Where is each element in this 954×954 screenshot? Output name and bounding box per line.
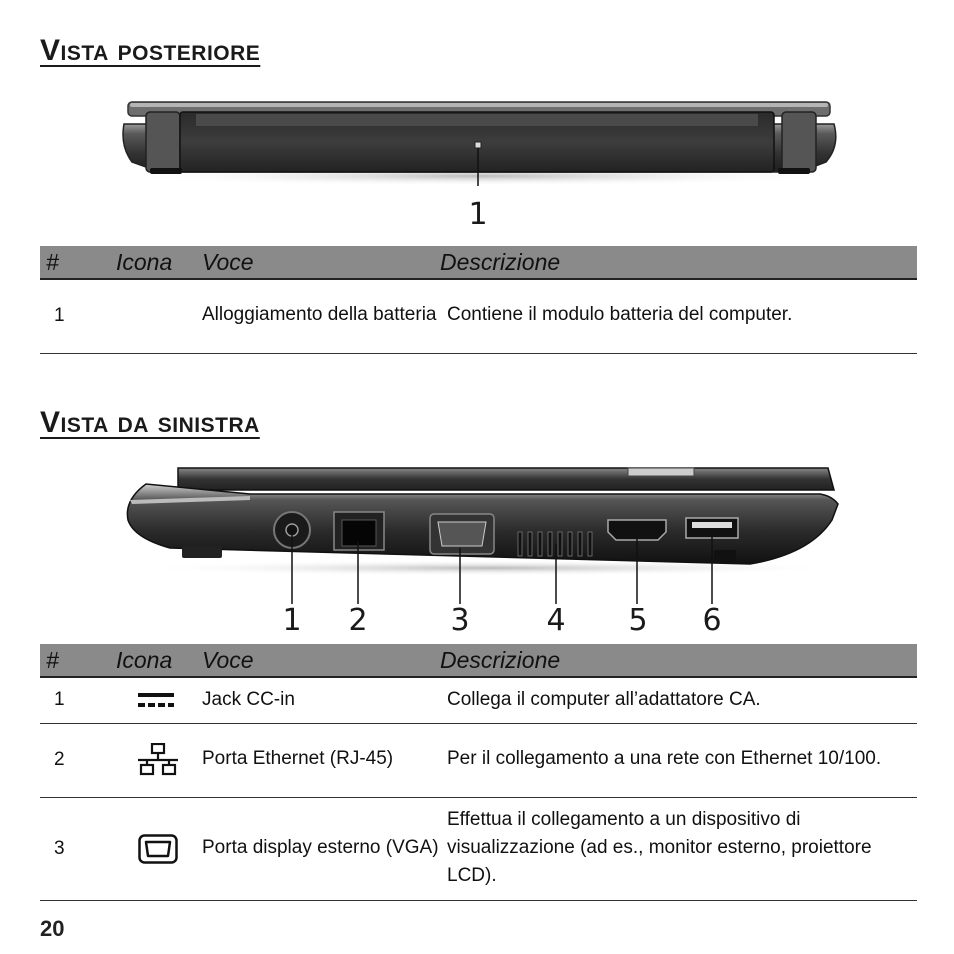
row-icon <box>116 677 202 723</box>
row-number: 1 <box>40 677 116 723</box>
row-description: Contiene il modulo batteria del computer. <box>440 279 917 353</box>
header-number: # <box>40 246 116 279</box>
callout-number: 1 <box>282 603 302 638</box>
rear-view-table <box>40 246 917 354</box>
header-item: Voce <box>202 644 440 677</box>
row-number: 1 <box>40 279 116 353</box>
header-icon: Icona <box>116 246 202 279</box>
vga-icon <box>138 834 178 864</box>
row-description: Collega il computer all’adattatore CA. <box>440 677 917 723</box>
row-item: Porta display esterno (VGA) <box>202 797 440 900</box>
table-row <box>40 677 917 723</box>
callout-number: 5 <box>628 603 648 638</box>
table-row <box>40 797 917 900</box>
callout-number: 3 <box>450 603 470 638</box>
header-description: Descrizione <box>440 644 917 677</box>
laptop-left-view-illustration <box>110 460 855 610</box>
row-number: 3 <box>40 797 116 900</box>
row-icon <box>116 797 202 900</box>
row-item: Jack CC-in <box>202 677 440 723</box>
header-icon: Icona <box>116 644 202 677</box>
ethernet-icon <box>138 743 178 777</box>
header-item: Voce <box>202 246 440 279</box>
row-description: Effettua il collegamento a un dispositivo di visualizzazione (ad es., monitor esterno, proiettore LCD). <box>440 797 917 900</box>
table-header-row <box>40 644 917 677</box>
section-title-left-view: Vista da sinistra <box>40 406 260 439</box>
row-icon <box>116 279 202 353</box>
header-number: # <box>40 644 116 677</box>
row-description: Per il collegamento a una rete con Ethernet 10/100. <box>440 723 917 797</box>
callout-number: 1 <box>468 197 488 232</box>
dc-in-icon <box>138 688 174 712</box>
table-header-row <box>40 246 917 279</box>
table-row <box>40 279 917 353</box>
row-item: Porta Ethernet (RJ-45) <box>202 723 440 797</box>
page-number: 20 <box>40 916 65 941</box>
left-view-table <box>40 644 917 901</box>
callout-number: 6 <box>702 603 722 638</box>
row-item: Alloggiamento della batteria <box>202 279 440 353</box>
table-row <box>40 723 917 797</box>
header-description: Descrizione <box>440 246 917 279</box>
row-icon <box>116 723 202 797</box>
row-number: 2 <box>40 723 116 797</box>
callout-number: 4 <box>546 603 566 638</box>
callout-number: 2 <box>348 603 368 638</box>
section-title-rear-view: Vista posteriore <box>40 34 261 67</box>
